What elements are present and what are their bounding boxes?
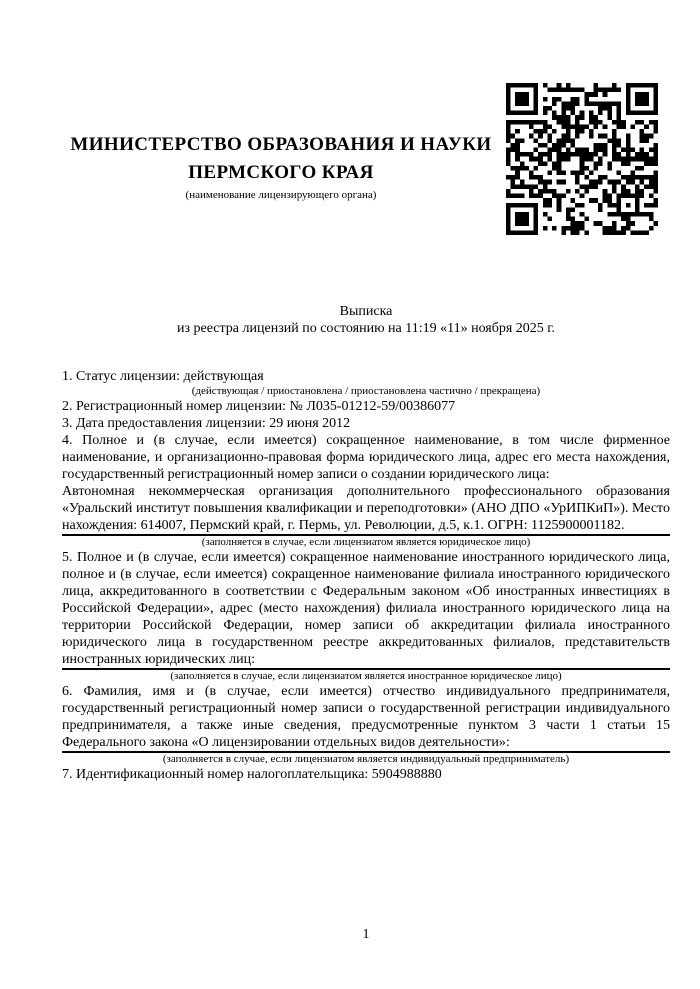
licensing-authority-header: [62, 131, 500, 202]
item-1-caption: (действующая / приостановлена / приостановлена частично / прекращена): [191, 385, 541, 397]
item-2-registration-number: 2. Регистрационный номер лицензии: № Л035-01212-59/00386077: [62, 399, 456, 414]
item-1-license-status: 1. Статус лицензии: действующая: [62, 369, 264, 384]
item-7-taxpayer-number: 7. Идентификационный номер налогоплательщика: 5904988880: [62, 767, 442, 782]
authority-caption: (наименование лицензирующего органа): [185, 189, 377, 201]
item-4-legal-entity-value: Автономная некоммерческая организация дополнительного профессионального образования «Уральский институт повышения квалификации и переподготовки» (АНО ДПО «УрИПКиП»). Место нахождения: 614007, Пермский край, г. Пермь, ул. Революции, д.5, к.1. ОГРН: 1125900001182.: [62, 484, 670, 533]
authority-name-line1: МИНИСТЕРСТВО ОБРАЗОВАНИЯ И НАУКИ: [70, 134, 492, 155]
authority-name-line2: ПЕРМСКОГО КРАЯ: [188, 162, 374, 183]
subtitle-line1: Выписка: [339, 304, 393, 319]
document-body: [62, 368, 670, 783]
item-5-caption: (заполняется в случае, если лицензиатом является иностранное юридическое лицо): [170, 670, 562, 682]
item-6-entrepreneur-label: 6. Фамилия, имя и (в случае, если имеется) отчество индивидуального предпринимателя, государственный регистрационный номер записи о государственной регистрации индивидуального предпринимателя, а также иные сведения, предусмотренные пунктом 3 части 1 статьи 15 Федерального закона «О лицензировании отдельных видов деятельности»:: [62, 684, 670, 750]
subtitle-line2: из реестра лицензий по состоянию на 11:19 «11» ноября 2025 г.: [177, 321, 555, 336]
item-6-caption: (заполняется в случае, если лицензиатом является индивидуальный предприниматель): [162, 753, 570, 765]
item-4-caption: (заполняется в случае, если лицензиатом является юридическое лицо): [201, 536, 531, 548]
item-3-grant-date: 3. Дата предоставления лицензии: 29 июня 2012: [62, 416, 351, 431]
document-subtitle: [62, 303, 670, 337]
page-number: 1: [362, 927, 370, 942]
item-5-foreign-entity-label: 5. Полное и (в случае, если имеется) сокращенное наименование иностранного юридического лица, полное и (в случае, если имеется) сокращенное наименование филиала иностранного юридического лица, аккредитованного в соответствии с Федеральным законом «Об иностранных инвестициях в Российской Федерации», адрес (место нахождения) филиала иностранного юридического лица на территории Российской Федерации, номер записи об аккредитации филиала иностранного юридического лица в государственном реестре аккредитованных филиалов, представительств иностранных юридических лиц:: [62, 550, 670, 667]
qr-code-icon: [506, 83, 658, 235]
item-4-legal-entity-label: 4. Полное и (в случае, если имеется) сокращенное наименование, в том числе фирменное наименование, и организационно-правовая форма юридического лица, адрес его места нахождения, государственный регистрационный номер записи о создании юридического лица:: [62, 433, 670, 482]
